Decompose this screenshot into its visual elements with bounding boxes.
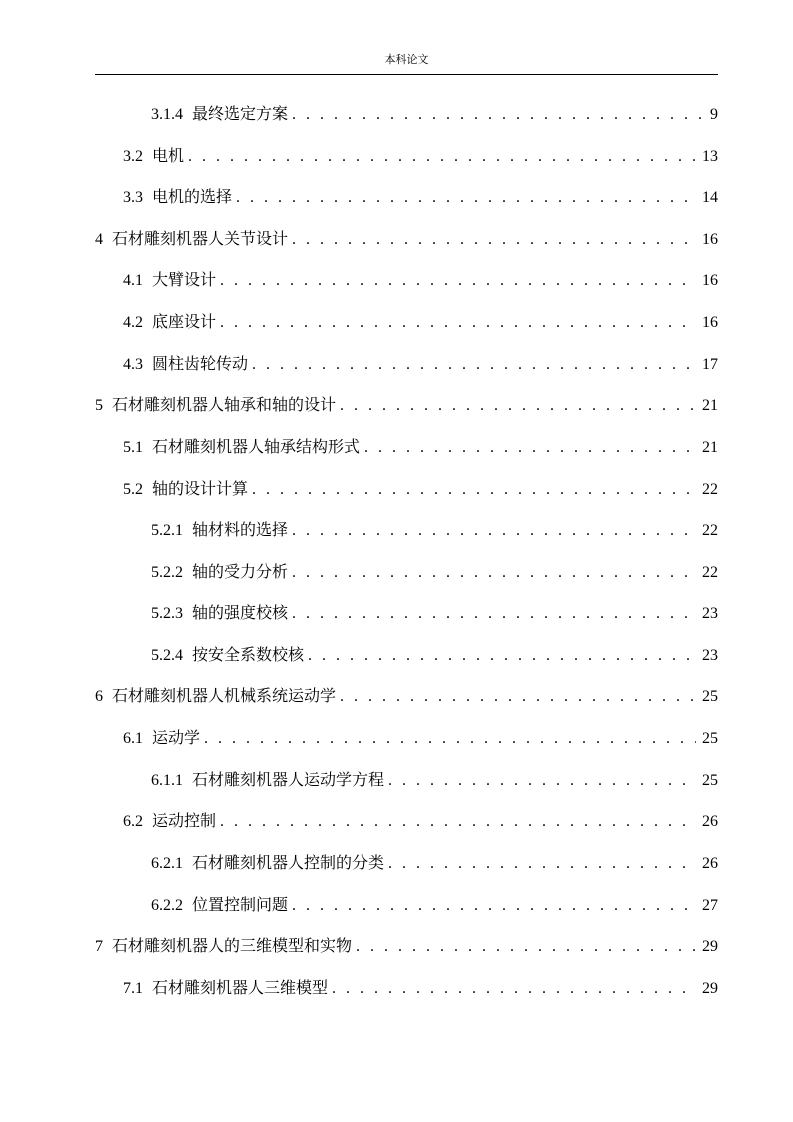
toc-entry-page: 13 <box>702 148 718 165</box>
toc-entry-6-2[interactable] <box>123 811 718 833</box>
toc-entry-number: 5.2.3 <box>151 605 183 622</box>
toc-entry-title: 电机的选择 <box>152 189 233 206</box>
toc-entry-3-2[interactable] <box>123 146 718 168</box>
toc-entry-number: 7.1 <box>123 980 143 997</box>
toc-entry-page: 17 <box>702 356 718 373</box>
toc-entry-page: 22 <box>702 522 718 539</box>
toc-dot-leader <box>220 811 696 833</box>
toc-entry-page: 29 <box>702 980 718 997</box>
toc-entry-title: 运动学 <box>152 730 201 747</box>
toc-dot-leader <box>292 562 696 584</box>
toc-entry-page: 25 <box>702 730 718 747</box>
toc-entry-5[interactable] <box>95 395 718 417</box>
toc-entry-page: 16 <box>702 272 718 289</box>
toc-entry-6[interactable] <box>95 686 718 708</box>
toc-entry-title: 圆柱齿轮传动 <box>152 356 249 373</box>
toc-entry-number: 6.2 <box>123 813 143 830</box>
toc-dot-leader <box>292 229 696 251</box>
toc-entry-page: 22 <box>702 481 718 498</box>
toc-entry-page: 29 <box>702 938 718 955</box>
toc-dot-leader <box>236 187 696 209</box>
toc-dot-leader <box>340 686 696 708</box>
toc-entry-page: 22 <box>702 564 718 581</box>
toc-entry-page: 25 <box>702 688 718 705</box>
toc-entry-page: 16 <box>702 314 718 331</box>
toc-entry-6-1-1[interactable] <box>151 770 718 792</box>
toc-entry-number: 4 <box>95 231 103 248</box>
toc-dot-leader <box>292 104 704 126</box>
toc-entry-page: 25 <box>702 772 718 789</box>
toc-entry-3-3[interactable] <box>123 187 718 209</box>
toc-entry-page: 27 <box>702 897 718 914</box>
toc-entry-5-2-2[interactable] <box>151 562 718 584</box>
toc-entry-6-2-1[interactable] <box>151 853 718 875</box>
toc-dot-leader <box>252 479 696 501</box>
toc-entry-number: 5 <box>95 397 103 414</box>
toc-dot-leader <box>252 354 696 376</box>
toc-entry-title: 石材雕刻机器人运动学方程 <box>192 772 385 789</box>
toc-entry-title: 最终选定方案 <box>192 106 289 123</box>
toc-entry-7[interactable] <box>95 936 718 958</box>
toc-entry-page: 21 <box>702 439 718 456</box>
toc-dot-leader <box>220 312 696 334</box>
toc-entry-page: 21 <box>702 397 718 414</box>
toc-dot-leader <box>292 895 696 917</box>
page-header <box>95 52 718 68</box>
toc-dot-leader <box>356 936 696 958</box>
toc-entry-title: 石材雕刻机器人关节设计 <box>112 231 289 248</box>
toc-entry-5-2-3[interactable] <box>151 603 718 625</box>
toc-dot-leader <box>204 728 696 750</box>
toc-entry-number: 5.2 <box>123 481 143 498</box>
toc-entry-6-2-2[interactable] <box>151 895 718 917</box>
toc-dot-leader <box>188 146 696 168</box>
toc-entry-number: 7 <box>95 938 103 955</box>
header-title: 本科论文 <box>384 54 429 66</box>
toc-entry-title: 石材雕刻机器人轴承和轴的设计 <box>112 397 337 414</box>
toc-entry-title: 石材雕刻机器人控制的分类 <box>192 855 385 872</box>
toc-entry-page: 26 <box>702 855 718 872</box>
toc-entry-title: 石材雕刻机器人机械系统运动学 <box>112 688 337 705</box>
toc-entry-number: 5.2.1 <box>151 522 183 539</box>
toc-entry-page: 16 <box>702 231 718 248</box>
toc-entry-3-1-4[interactable] <box>151 104 718 126</box>
toc-entry-4-2[interactable] <box>123 312 718 334</box>
toc-entry-page: 14 <box>702 189 718 206</box>
toc-dot-leader <box>388 770 696 792</box>
toc-dot-leader <box>340 395 696 417</box>
toc-dot-leader <box>364 437 696 459</box>
toc-entry-4-3[interactable] <box>123 354 718 376</box>
toc-entry-title: 轴材料的选择 <box>192 522 289 539</box>
toc-entry-5-2-1[interactable] <box>151 520 718 542</box>
toc-entry-title: 轴的设计计算 <box>152 481 249 498</box>
toc-entry-number: 6.2.2 <box>151 897 183 914</box>
toc-entry-number: 3.2 <box>123 148 143 165</box>
toc-entry-number: 5.2.4 <box>151 647 183 664</box>
toc-entry-5-2-4[interactable] <box>151 645 718 667</box>
toc-entry-number: 3.1.4 <box>151 106 183 123</box>
toc-entry-title: 石材雕刻机器人三维模型 <box>152 980 329 997</box>
toc-entry-title: 电机 <box>152 148 185 165</box>
toc-entry-4[interactable] <box>95 229 718 251</box>
toc-entry-title: 石材雕刻机器人轴承结构形式 <box>152 439 361 456</box>
toc-entry-number: 5.2.2 <box>151 564 183 581</box>
toc-entry-number: 6.2.1 <box>151 855 183 872</box>
toc-entry-number: 6 <box>95 688 103 705</box>
toc-dot-leader <box>220 270 696 292</box>
toc-entry-title: 底座设计 <box>152 314 217 331</box>
header-rule <box>95 74 718 75</box>
toc-entry-page: 9 <box>710 106 718 123</box>
toc-entry-title: 按安全系数校核 <box>192 647 305 664</box>
toc-entry-title: 位置控制问题 <box>192 897 289 914</box>
toc-entry-title: 轴的强度校核 <box>192 605 289 622</box>
toc-entry-number: 6.1.1 <box>151 772 183 789</box>
toc-dot-leader <box>292 603 696 625</box>
toc-entry-number: 4.3 <box>123 356 143 373</box>
toc-entry-7-1[interactable] <box>123 978 718 1000</box>
toc-entry-title: 轴的受力分析 <box>192 564 289 581</box>
toc-dot-leader <box>308 645 696 667</box>
toc-dot-leader <box>292 520 696 542</box>
toc-entry-number: 6.1 <box>123 730 143 747</box>
toc-entry-title: 石材雕刻机器人的三维模型和实物 <box>112 938 353 955</box>
toc-entry-5-1[interactable] <box>123 437 718 459</box>
toc-entry-page: 26 <box>702 813 718 830</box>
toc-entry-4-1[interactable] <box>123 270 718 292</box>
toc-dot-leader <box>388 853 696 875</box>
toc-entry-title: 运动控制 <box>152 813 217 830</box>
toc-entry-page: 23 <box>702 647 718 664</box>
toc-entry-number: 4.2 <box>123 314 143 331</box>
toc-dot-leader <box>332 978 696 1000</box>
toc-entry-number: 4.1 <box>123 272 143 289</box>
toc-entry-6-1[interactable] <box>123 728 718 750</box>
toc-entry-number: 5.1 <box>123 439 143 456</box>
toc-entry-title: 大臂设计 <box>152 272 217 289</box>
toc-entry-page: 23 <box>702 605 718 622</box>
toc-entry-5-2[interactable] <box>123 479 718 501</box>
toc-entry-number: 3.3 <box>123 189 143 206</box>
